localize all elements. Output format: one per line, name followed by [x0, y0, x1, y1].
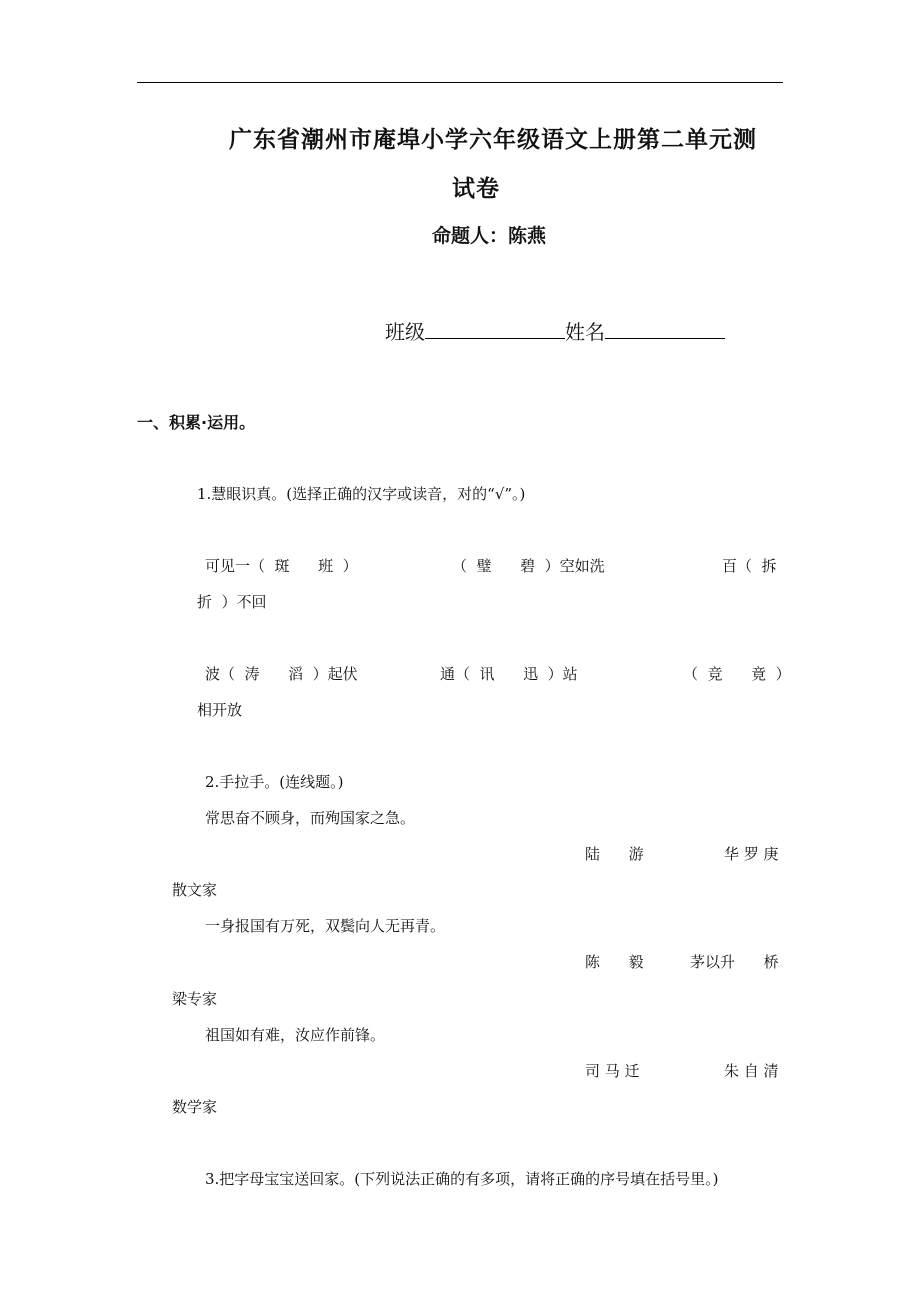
q2-wrap-2: 梁专家 — [172, 990, 218, 1008]
q2-name-2a: 陈 毅 — [585, 953, 644, 971]
doc-author: 命题人：陈燕 — [432, 225, 547, 247]
q3-prompt: 3.把字母宝宝送回家。(下列说法正确的有多项，请将正确的序号填在括号里。) — [205, 1170, 719, 1188]
q1-option-e: 通（ 讯 迅 ）站 — [440, 665, 578, 683]
q1-option-c-wrap: 折 ）不回 — [197, 593, 267, 611]
section-heading: 一、积累·运用。 — [137, 413, 256, 432]
q2-name-1b: 华 罗 庚 — [724, 845, 779, 863]
q2-wrap-3: 数学家 — [172, 1098, 218, 1116]
q2-prompt: 2.手拉手。(连线题。) — [205, 773, 344, 791]
student-info-line — [385, 316, 725, 345]
class-blank[interactable] — [425, 320, 565, 339]
q1-option-f: （ 竞 竟 ） — [683, 665, 791, 683]
q1-option-d: 波（ 涛 滔 ）起伏 — [205, 665, 358, 683]
q2-name-1a: 陆 游 — [585, 845, 644, 863]
q2-name-3b: 朱 自 清 — [724, 1062, 779, 1080]
name-blank[interactable] — [605, 320, 725, 339]
q1-option-a: 可见一（ 斑 班 ） — [205, 557, 358, 575]
q1-prompt: 1.慧眼识真。(选择正确的汉字或读音，对的“√”。) — [197, 485, 526, 503]
q1-option-f-wrap: 相开放 — [197, 701, 243, 719]
q1-option-b: （ 璧 碧 ）空如洗 — [452, 557, 605, 575]
q2-name-2b: 茅以升 桥 — [690, 953, 779, 971]
q1-option-c: 百（ 拆 — [722, 557, 777, 575]
q2-quote-2: 一身报国有万死，双鬓向人无再青。 — [205, 917, 446, 935]
q2-wrap-1: 散文家 — [172, 881, 218, 899]
q2-name-3a: 司 马 迁 — [585, 1062, 640, 1080]
q2-quote-3: 祖国如有难，汝应作前锋。 — [205, 1026, 386, 1044]
header-rule — [137, 82, 783, 83]
doc-title-line2: 试卷 — [452, 176, 500, 202]
doc-title-line1: 广东省潮州市庵埠小学六年级语文上册第二单元测 — [229, 127, 757, 153]
name-label: 姓名 — [565, 320, 605, 344]
class-label: 班级 — [385, 320, 425, 344]
q2-quote-1: 常思奋不顾身，而殉国家之急。 — [205, 809, 416, 827]
